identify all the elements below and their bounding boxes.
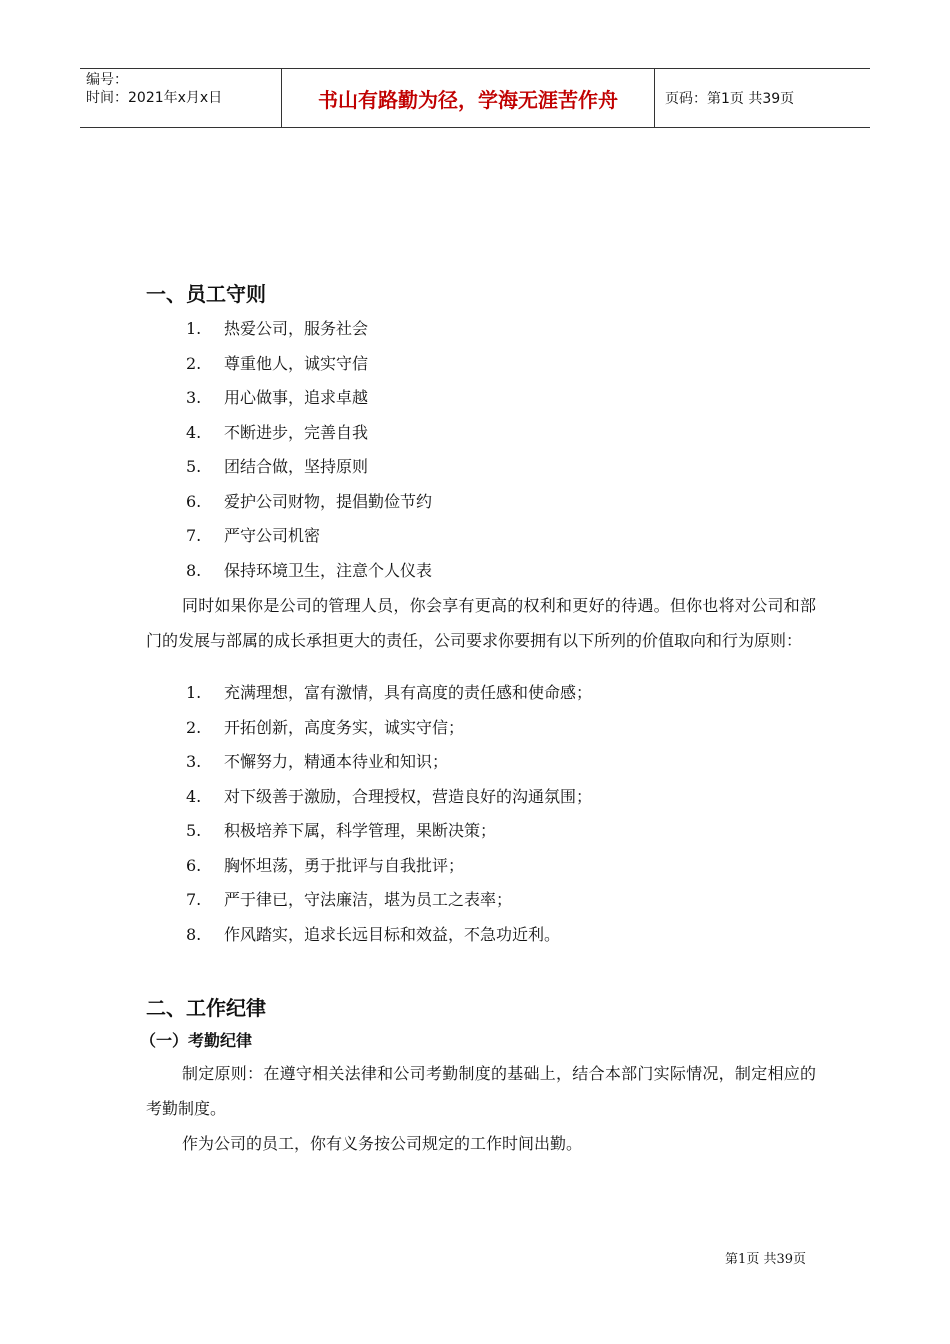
section2-title: 二、工作纪律 xyxy=(146,996,266,1020)
attendance-duty-paragraph: 作为公司的员工，你有义务按公司规定的工作时间出勤。 xyxy=(182,1134,583,1153)
list-item: 6. 爱护公司财物，提倡勤俭节约 xyxy=(186,491,433,511)
document-body xyxy=(140,276,816,1161)
section1-title: 一、员工守则 xyxy=(146,282,266,306)
header-date: 时间：2021年x月x日 xyxy=(86,90,223,106)
list-item: 8. 保持环境卫生，注意个人仪表 xyxy=(186,560,433,580)
manager-intro-paragraph: 同时如果你是公司的管理人员，你会享有更高的权利和更好的待遇。但你也将对公司和部门的发展与部属的成长承担更大的责任，公司要求你要拥有以下所列的价值取向和行为原则： xyxy=(146,596,816,650)
list-item: 6. 胸怀坦荡，勇于批评与自我批评； xyxy=(186,855,465,875)
list-item: 5. 积极培养下属，科学管理，果断决策； xyxy=(186,821,497,840)
list-item: 3. 用心做事，追求卓越 xyxy=(186,388,369,407)
list-item: 8. 作风踏实，追求长远目标和效益，不急功近利。 xyxy=(186,924,561,944)
list-item: 1. 充满理想，富有激情，具有高度的责任感和使命感； xyxy=(186,683,593,702)
list-item: 4. 对下级善于激励，合理授权，营造良好的沟通氛围； xyxy=(186,786,593,806)
page-header xyxy=(80,68,870,128)
list-item: 2. 开拓创新，高度务实，诚实守信； xyxy=(186,717,465,737)
list-item: 5. 团结合做，坚持原则 xyxy=(186,457,369,476)
list-item: 4. 不断进步，完善自我 xyxy=(186,422,369,442)
header-meta xyxy=(80,69,282,127)
list-item: 3. 不懈努力，精通本待业和知识； xyxy=(186,752,449,771)
list-item: 7. 严守公司机密 xyxy=(186,526,321,545)
list-item: 1. 热爱公司，服务社会 xyxy=(186,319,369,338)
section2-subtitle: （一）考勤纪律 xyxy=(140,1031,253,1050)
list-item: 2. 尊重他人，诚实守信 xyxy=(186,353,369,373)
manager-principles-list xyxy=(146,676,816,952)
attendance-principle-paragraph: 制定原则：在遵守相关法律和公司考勤制度的基础上，结合本部门实际情况，制定相应的考勤制度。 xyxy=(146,1064,816,1118)
header-serial: 编号： xyxy=(86,72,128,88)
list-item: 7. 严于律已，守法廉洁，堪为员工之表率； xyxy=(186,890,513,909)
header-motto: 书山有路勤为径，学海无涯苦作舟 xyxy=(282,69,655,127)
employee-rules-list xyxy=(146,312,816,588)
page-footer: 第1页 共39页 xyxy=(725,1252,806,1267)
header-page-info: 页码：第1页 共39页 xyxy=(665,91,795,107)
